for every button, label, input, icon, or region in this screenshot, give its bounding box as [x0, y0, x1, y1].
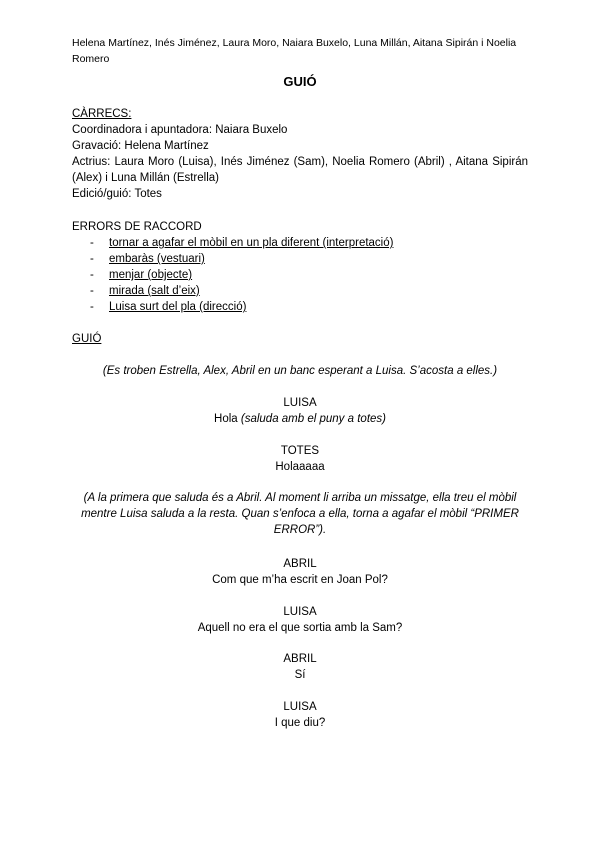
dialogue-speaker: LUISA	[283, 606, 317, 618]
error-item-label: tornar a agafar el mòbil en un pla diferent (interpretació)	[109, 237, 394, 249]
errors-section	[72, 219, 528, 315]
list-item: - tornar a agafar el mòbil en un pla diferent (interpretació)	[90, 237, 394, 249]
error-item-label: Luisa surt del pla (direcció)	[109, 301, 247, 313]
list-item: - embaràs (vestuari)	[90, 253, 205, 265]
dialogue-aside: (saluda amb el puny a totes)	[240, 413, 386, 425]
carrecs-line-edicio: Edició/guió: Totes	[72, 188, 162, 200]
error-item-label: menjar (objecte)	[109, 269, 193, 281]
dialogue-speaker: ABRIL	[283, 653, 317, 665]
error-item-label: mirada (salt d’eix)	[109, 285, 200, 297]
stage-direction: (A la primera que saluda és a Abril. Al moment li arriba un missatge, ella treu el mòbil mentre Luisa saluda a la resta. Quan s’enfoca a ella, torna a agafar el mòbil “PRIMER ERROR”).	[81, 492, 519, 536]
list-item: - mirada (salt d’eix)	[90, 285, 200, 297]
error-item-label: embaràs (vestuari)	[109, 253, 205, 265]
list-item: - Luisa surt del pla (direcció)	[90, 301, 247, 313]
dialogue-text: Sí	[294, 669, 306, 681]
carrecs-heading: CÀRRECS:	[72, 108, 132, 120]
list-item: - menjar (objecte)	[90, 269, 193, 281]
dialogue-speaker: LUISA	[283, 397, 317, 409]
dialogue-text: Aquell no era el que sortia amb la Sam?	[197, 622, 403, 634]
dialogue-text: Hola	[214, 413, 238, 425]
document-title: GUIÓ	[283, 74, 317, 89]
errors-heading: ERRORS DE RACCORD	[72, 221, 202, 233]
dialogue-speaker: ABRIL	[283, 558, 317, 570]
carrecs-line-gravacio: Gravació: Helena Martínez	[72, 140, 209, 152]
dialogue-text: Holaaaaa	[275, 461, 325, 473]
script-heading: GUIÓ	[72, 333, 102, 345]
carrecs-line-actrius: Actrius: Laura Moro (Luisa), Inés Jiménez (Sam), Noelia Romero (Abril) , Aitana Sipirán (Alex) i Luna Millán (Estrella)	[72, 156, 528, 184]
dialogue-speaker: LUISA	[283, 701, 317, 713]
stage-direction: (Es troben Estrella, Alex, Abril en un banc esperant a Luisa. S’acosta a elles.)	[102, 365, 498, 377]
carrecs-section	[72, 106, 528, 202]
dialogue-text: Com que m’ha escrit en Joan Pol?	[212, 574, 388, 586]
errors-list	[72, 235, 528, 315]
carrecs-line-coordinadora: Coordinadora i apuntadora: Naiara Buxelo	[72, 124, 288, 136]
dialogue-speaker: TOTES	[280, 445, 320, 457]
authors-line: Helena Martínez, Inés Jiménez, Laura Moro, Naiara Buxelo, Luna Millán, Aitana Sipirán i Noelia Romero	[72, 37, 517, 65]
dialogue-line	[72, 411, 528, 427]
dialogue-text: I que diu?	[274, 717, 326, 729]
